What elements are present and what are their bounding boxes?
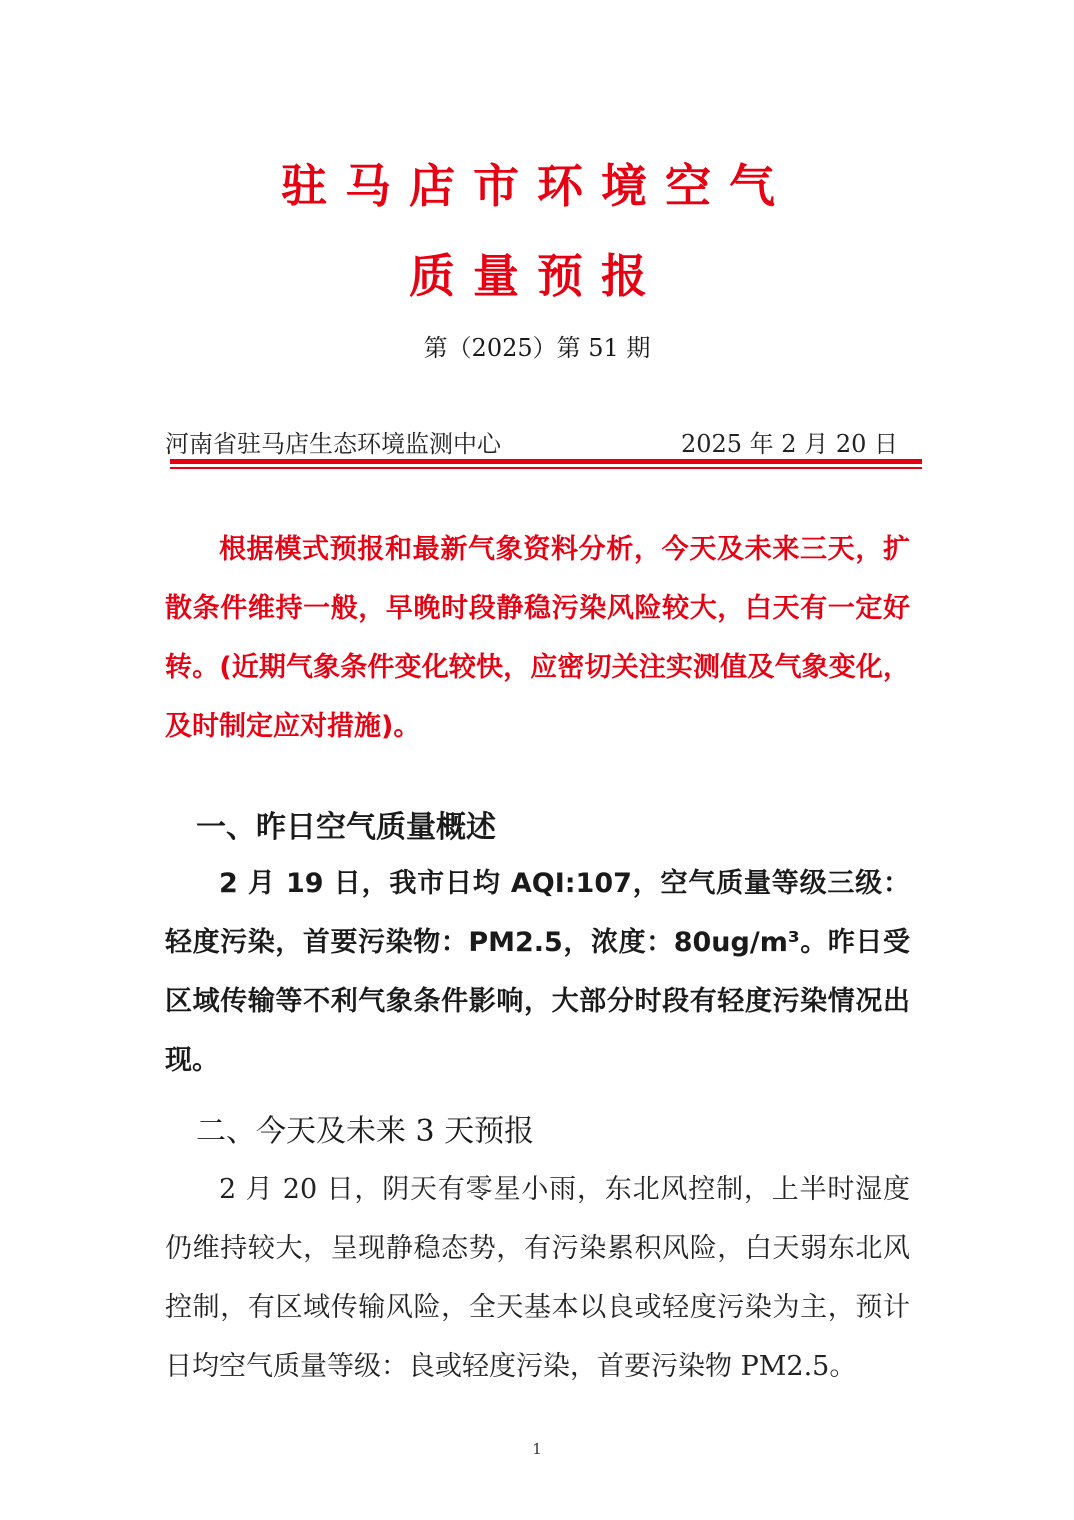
section-heading-yesterday: 一、昨日空气质量概述 xyxy=(196,810,496,845)
issuing-agency: 河南省驻马店生态环境监测中心 xyxy=(165,430,501,458)
header-rule-thick xyxy=(170,459,922,464)
document-title-line-2: 质量预报 xyxy=(409,249,665,303)
section-heading-forecast: 二、今天及未来 3 天预报 xyxy=(196,1114,535,1149)
issue-number: 第（2025）第 51 期 xyxy=(423,334,651,362)
forecast-paragraph: 2 月 20 日，阴天有零星小雨，东北风控制，上半时湿度仍维持较大，呈现静稳态势，有污染累积风险，白天弱东北风控制，有区域传输风险，全天基本以良或轻度污染为主，预计日均空气质量等级：良或轻度污染，首要污染物 PM2.5。 xyxy=(165,1174,910,1382)
yesterday-paragraph: 2 月 19 日，我市日均 AQI:107，空气质量等级三级：轻度污染，首要污染物：PM2.5，浓度：80ug/m³。昨日受区域传输等不利气象条件影响，大部分时段有轻度污染情况出现。 xyxy=(165,868,910,1076)
issue-date: 2025 年 2 月 20 日 xyxy=(680,430,898,458)
summary-paragraph: 根据模式预报和最新气象资料分析，今天及未来三天，扩散条件维持一般，早晚时段静稳污染风险较大，白天有一定好转。(近期气象条件变化较快，应密切关注实测值及气象变化，及时制定应对措施)。 xyxy=(165,534,910,742)
document-title-line-1: 驻马店市环境空气 xyxy=(281,159,793,213)
header-rule-thin xyxy=(170,467,922,469)
page-number: 1 xyxy=(532,1440,542,1458)
